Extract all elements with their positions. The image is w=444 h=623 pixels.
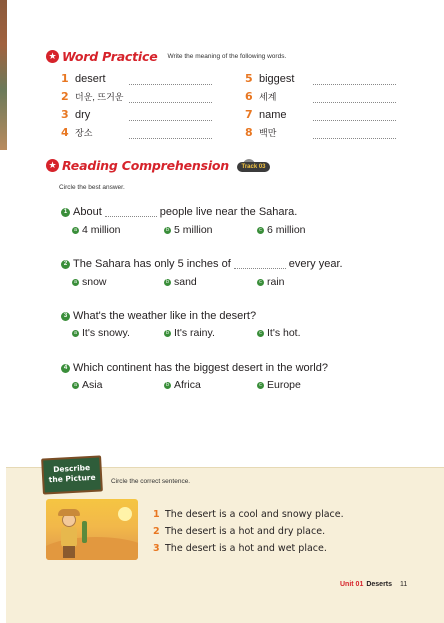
reading-instruction: Circle the best answer. bbox=[59, 184, 125, 191]
word-item bbox=[61, 125, 92, 139]
word-text: dry bbox=[75, 109, 91, 121]
word-item bbox=[245, 125, 276, 139]
explorer-legs bbox=[63, 546, 75, 558]
question-blank[interactable] bbox=[234, 259, 286, 269]
option[interactable] bbox=[72, 379, 102, 391]
option-letter: c bbox=[257, 330, 264, 337]
option-text: Asia bbox=[82, 379, 103, 391]
question-number: 1 bbox=[61, 208, 70, 217]
option-text: Africa bbox=[174, 379, 201, 391]
option-text: snow bbox=[82, 276, 107, 288]
sentence-text: The desert is a hot and dry place. bbox=[165, 526, 326, 537]
question-text-end: people live near the Sahara. bbox=[159, 206, 298, 218]
answer-blank[interactable] bbox=[313, 84, 396, 85]
word-item bbox=[245, 71, 294, 85]
word-number: 8 bbox=[245, 126, 253, 139]
word-practice-instruction: Write the meaning of the following words. bbox=[167, 53, 287, 60]
question-blank[interactable] bbox=[105, 207, 157, 217]
board-line-2: the Picture bbox=[48, 472, 96, 485]
word-item bbox=[245, 89, 276, 103]
track-label: Track 03 bbox=[237, 162, 270, 172]
footer-unit: Unit 01 bbox=[340, 581, 364, 588]
reading-header bbox=[46, 158, 270, 173]
option-text: 5 million bbox=[174, 224, 213, 236]
word-item bbox=[61, 107, 90, 121]
option[interactable] bbox=[72, 327, 130, 339]
sentence-number: 3 bbox=[153, 543, 160, 554]
footer-title: Deserts bbox=[366, 581, 393, 588]
describe-instruction: Circle the correct sentence. bbox=[111, 478, 191, 485]
option[interactable] bbox=[164, 327, 215, 339]
star-icon: ★ bbox=[46, 50, 59, 63]
question-number: 4 bbox=[61, 364, 70, 373]
star-icon: ★ bbox=[46, 159, 59, 172]
word-text: 백만 bbox=[259, 128, 277, 138]
option[interactable] bbox=[257, 379, 301, 391]
answer-blank[interactable] bbox=[313, 120, 396, 121]
answer-blank[interactable] bbox=[129, 120, 212, 121]
word-text: 장소 bbox=[75, 128, 93, 138]
sentence-option[interactable] bbox=[153, 509, 344, 520]
word-number: 5 bbox=[245, 72, 253, 85]
sentence-number: 1 bbox=[153, 509, 160, 520]
explorer-hat bbox=[58, 509, 80, 516]
word-item bbox=[61, 89, 123, 103]
option-letter: b bbox=[164, 279, 171, 286]
question-text: What's the weather like in the desert? bbox=[73, 310, 257, 322]
track-badge[interactable] bbox=[237, 159, 270, 172]
word-number: 4 bbox=[61, 126, 69, 139]
word-text: biggest bbox=[259, 73, 295, 85]
reading-title: Reading Comprehension bbox=[62, 158, 230, 173]
question-1 bbox=[61, 206, 297, 218]
word-item bbox=[61, 71, 106, 85]
option-text: 6 million bbox=[267, 224, 306, 236]
sentence-text: The desert is a cool and snowy place. bbox=[165, 509, 344, 520]
answer-blank[interactable] bbox=[313, 102, 396, 103]
sentence-option[interactable] bbox=[153, 543, 327, 554]
option-text: rain bbox=[267, 276, 285, 288]
option-text: Europe bbox=[267, 379, 301, 391]
word-item bbox=[245, 107, 287, 121]
option-text: It's snowy. bbox=[82, 327, 130, 339]
word-practice-title: Word Practice bbox=[62, 49, 158, 64]
answer-blank[interactable] bbox=[129, 84, 212, 85]
option-text: 4 million bbox=[82, 224, 121, 236]
sentence-option[interactable] bbox=[153, 526, 325, 537]
option[interactable] bbox=[164, 379, 201, 391]
option-text: sand bbox=[174, 276, 197, 288]
word-practice-header bbox=[46, 49, 286, 64]
page-footer bbox=[340, 581, 407, 588]
question-number: 2 bbox=[61, 260, 70, 269]
desert-photo-edge bbox=[0, 0, 7, 150]
question-text: The Sahara has only 5 inches of bbox=[73, 258, 231, 270]
sentence-text: The desert is a hot and wet place. bbox=[165, 543, 327, 554]
option-letter: a bbox=[72, 279, 79, 286]
board-line-1: Describe bbox=[52, 463, 91, 474]
word-number: 1 bbox=[61, 72, 69, 85]
question-3 bbox=[61, 310, 256, 322]
cactus-icon bbox=[82, 521, 87, 543]
word-number: 6 bbox=[245, 90, 253, 103]
option[interactable] bbox=[257, 276, 285, 288]
option[interactable] bbox=[72, 276, 107, 288]
word-number: 7 bbox=[245, 108, 253, 121]
sentence-number: 2 bbox=[153, 526, 160, 537]
answer-blank[interactable] bbox=[129, 102, 212, 103]
question-text-end: every year. bbox=[288, 258, 343, 270]
word-number: 2 bbox=[61, 90, 69, 103]
question-number: 3 bbox=[61, 312, 70, 321]
word-text: 세계 bbox=[259, 92, 277, 102]
option-letter: b bbox=[164, 330, 171, 337]
explorer-body bbox=[61, 527, 77, 547]
word-number: 3 bbox=[61, 108, 69, 121]
option-letter: b bbox=[164, 227, 171, 234]
question-text: About bbox=[73, 206, 102, 218]
option-letter: c bbox=[257, 382, 264, 389]
option-letter: b bbox=[164, 382, 171, 389]
question-text: Which continent has the biggest desert in the world? bbox=[73, 362, 328, 374]
page-number: 11 bbox=[400, 581, 408, 588]
answer-blank[interactable] bbox=[129, 138, 212, 139]
option[interactable] bbox=[257, 327, 301, 339]
option[interactable] bbox=[72, 224, 121, 236]
option-letter: a bbox=[72, 227, 79, 234]
option[interactable] bbox=[164, 276, 197, 288]
question-2 bbox=[61, 258, 343, 270]
describe-chalkboard bbox=[41, 455, 103, 494]
option-letter: a bbox=[72, 382, 79, 389]
option-text: It's rainy. bbox=[174, 327, 215, 339]
word-text: name bbox=[259, 109, 287, 121]
answer-blank[interactable] bbox=[313, 138, 396, 139]
option[interactable] bbox=[257, 224, 306, 236]
option-letter: c bbox=[257, 227, 264, 234]
sun-icon bbox=[118, 507, 132, 521]
word-text: 더운, 뜨거운 bbox=[75, 92, 124, 102]
word-text: desert bbox=[75, 73, 106, 85]
question-4 bbox=[61, 362, 328, 374]
option-text: It's hot. bbox=[267, 327, 301, 339]
option-letter: a bbox=[72, 330, 79, 337]
desert-explorer-illustration bbox=[46, 499, 138, 560]
option[interactable] bbox=[164, 224, 213, 236]
option-letter: c bbox=[257, 279, 264, 286]
dune-shape bbox=[46, 537, 138, 560]
